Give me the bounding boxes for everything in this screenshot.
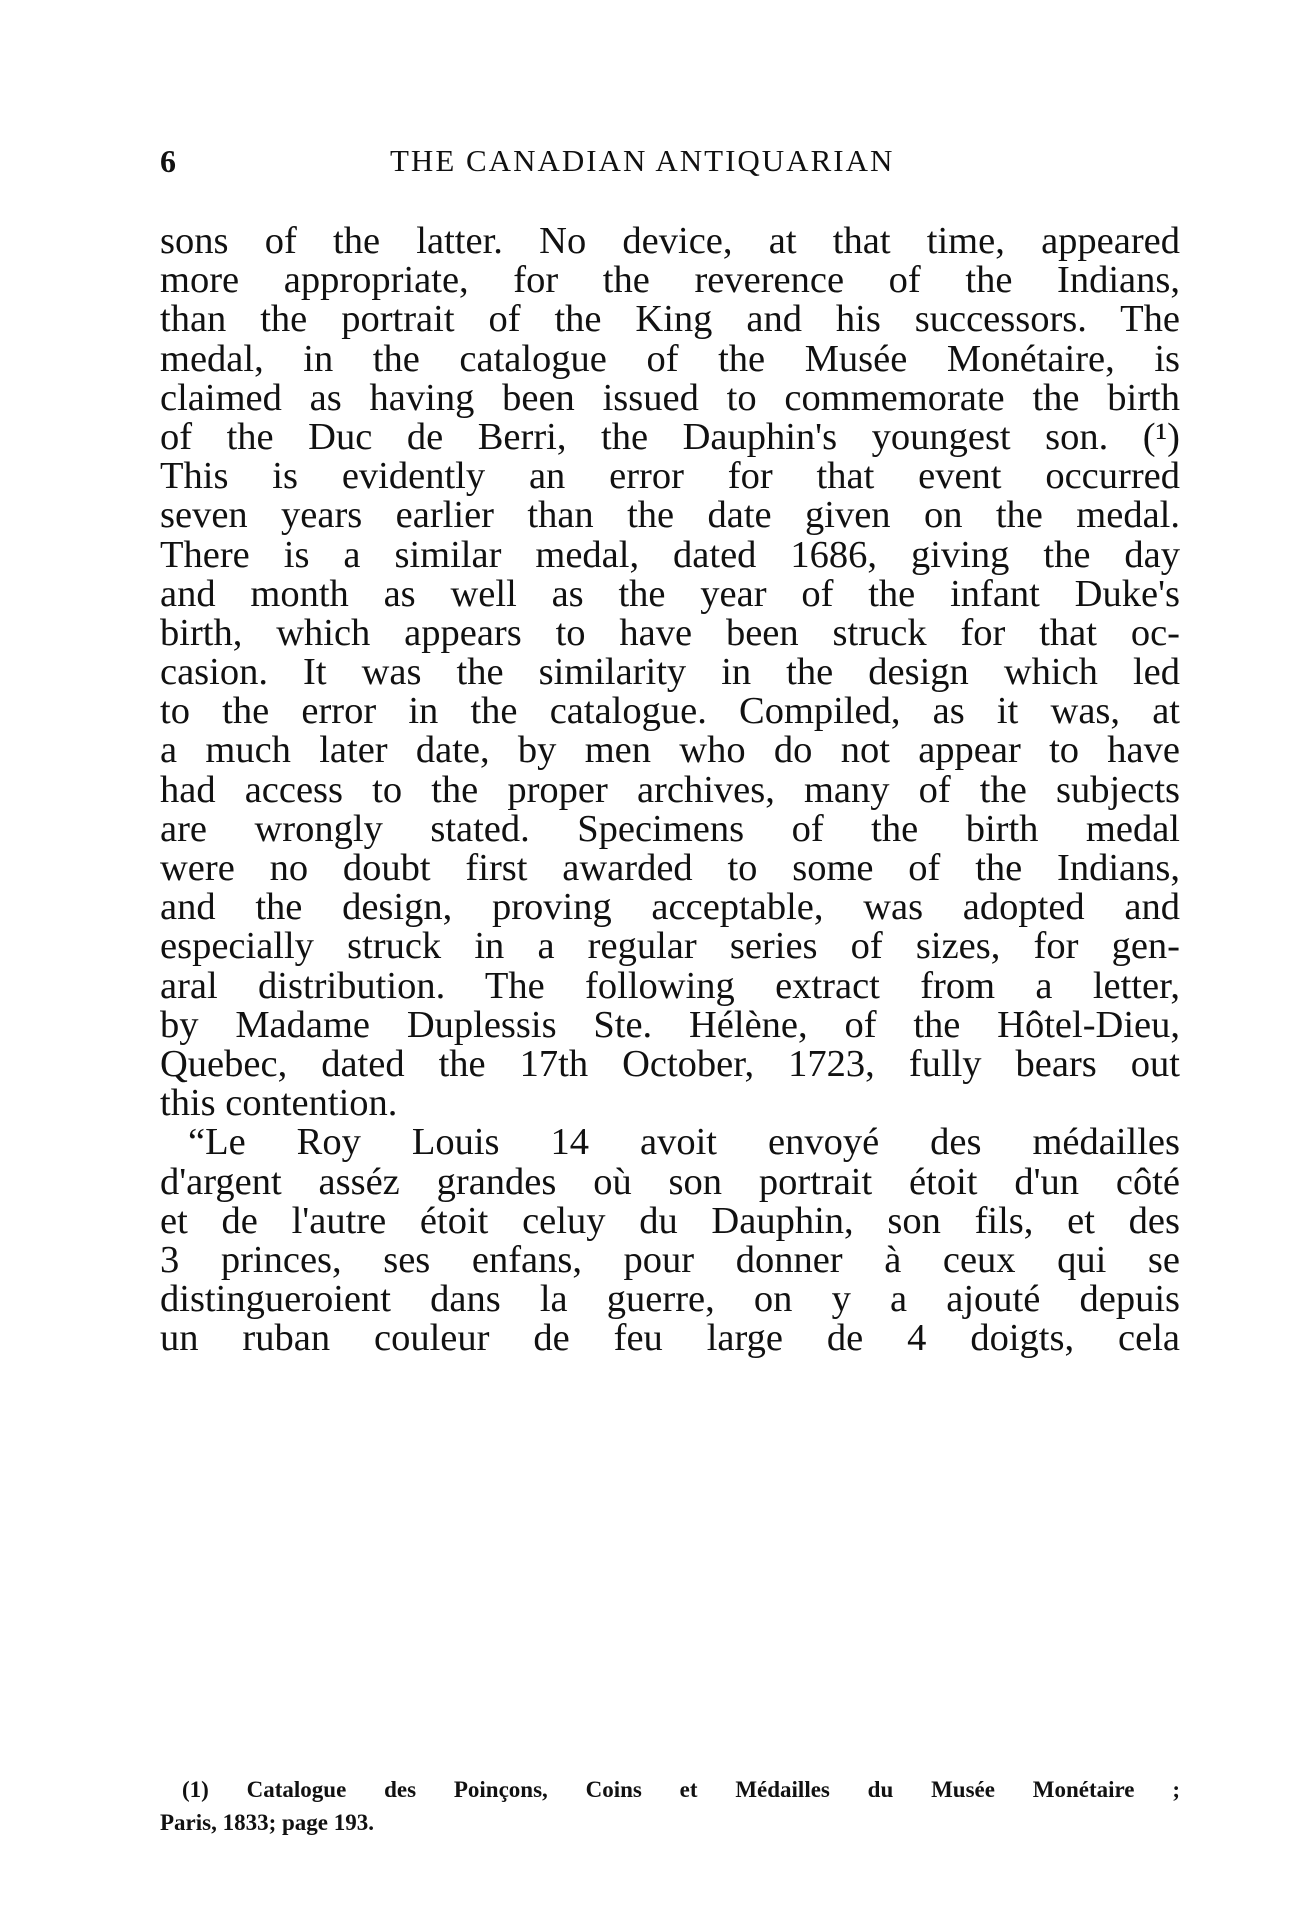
footnote-line: (1) Catalogue des Poinçons, Coins et Médailles du Musée Monétaire ; <box>182 1777 1180 1802</box>
text-line: had access to the proper archives, many of the subjects <box>160 770 1180 810</box>
text-line: were no doubt first awarded to some of the Indians, <box>160 849 1180 889</box>
running-title: THE CANADIAN ANTIQUARIAN <box>390 143 895 178</box>
text-line: distingueroient dans la guerre, on y a ajouté depuis <box>160 1280 1180 1320</box>
text-line: claimed as having been issued to commemorate the birth <box>160 378 1180 418</box>
text-line: especially struck in a regular series of sizes, for gen- <box>160 927 1180 967</box>
page-number: 6 <box>160 143 176 179</box>
text-line: casion. It was the similarity in the design which led <box>160 653 1180 693</box>
text-line: and the design, proving acceptable, was adopted and <box>160 888 1180 928</box>
text-line: of the Duc de Berri, the Dauphin's youngest son. (¹) <box>160 417 1180 458</box>
text-line: a much later date, by men who do not appear to have <box>160 731 1180 771</box>
text-line: and month as well as the year of the infant Duke's <box>160 574 1180 614</box>
text-line: un ruban couleur de feu large de 4 doigts, cela <box>160 1319 1180 1359</box>
text-line: this contention. <box>160 1084 398 1124</box>
text-line: medal, in the catalogue of the Musée Monétaire, is <box>160 339 1180 379</box>
body-text <box>160 222 1180 1358</box>
text-line: to the error in the catalogue. Compiled, as it was, at <box>160 692 1180 732</box>
text-line: Quebec, dated the 17th October, 1723, fully bears out <box>160 1044 1180 1085</box>
footnote-line: Paris, 1833; page 193. <box>160 1810 375 1835</box>
text-line: d'argent asséz grandes où son portrait étoit d'un côté <box>160 1162 1180 1202</box>
text-line: et de l'autre étoit celuy du Dauphin, son fils, et des <box>160 1201 1180 1241</box>
text-line: by Madame Duplessis Ste. Hélène, of the Hôtel-Dieu, <box>160 1005 1180 1045</box>
running-head <box>160 143 1180 183</box>
text-line: aral distribution. The following extract from a letter, <box>160 966 1180 1006</box>
text-line: 3 princes, ses enfans, pour donner à ceux qui se <box>160 1240 1180 1281</box>
text-line: are wrongly stated. Specimens of the birth medal <box>160 809 1180 849</box>
text-line: sons of the latter. No device, at that time, appeared <box>160 222 1180 262</box>
text-line: “Le Roy Louis 14 avoit envoyé des médailles <box>188 1123 1180 1163</box>
text-line: This is evidently an error for that event occurred <box>160 457 1180 497</box>
text-line: than the portrait of the King and his successors. The <box>160 300 1180 340</box>
text-line: There is a similar medal, dated 1686, giving the day <box>160 535 1180 575</box>
text-line: birth, which appears to have been struck for that oc- <box>160 613 1180 654</box>
footnote <box>160 1773 1180 1839</box>
text-line: more appropriate, for the reverence of the Indians, <box>160 261 1180 301</box>
text-line: seven years earlier than the date given on the medal. <box>160 496 1180 536</box>
